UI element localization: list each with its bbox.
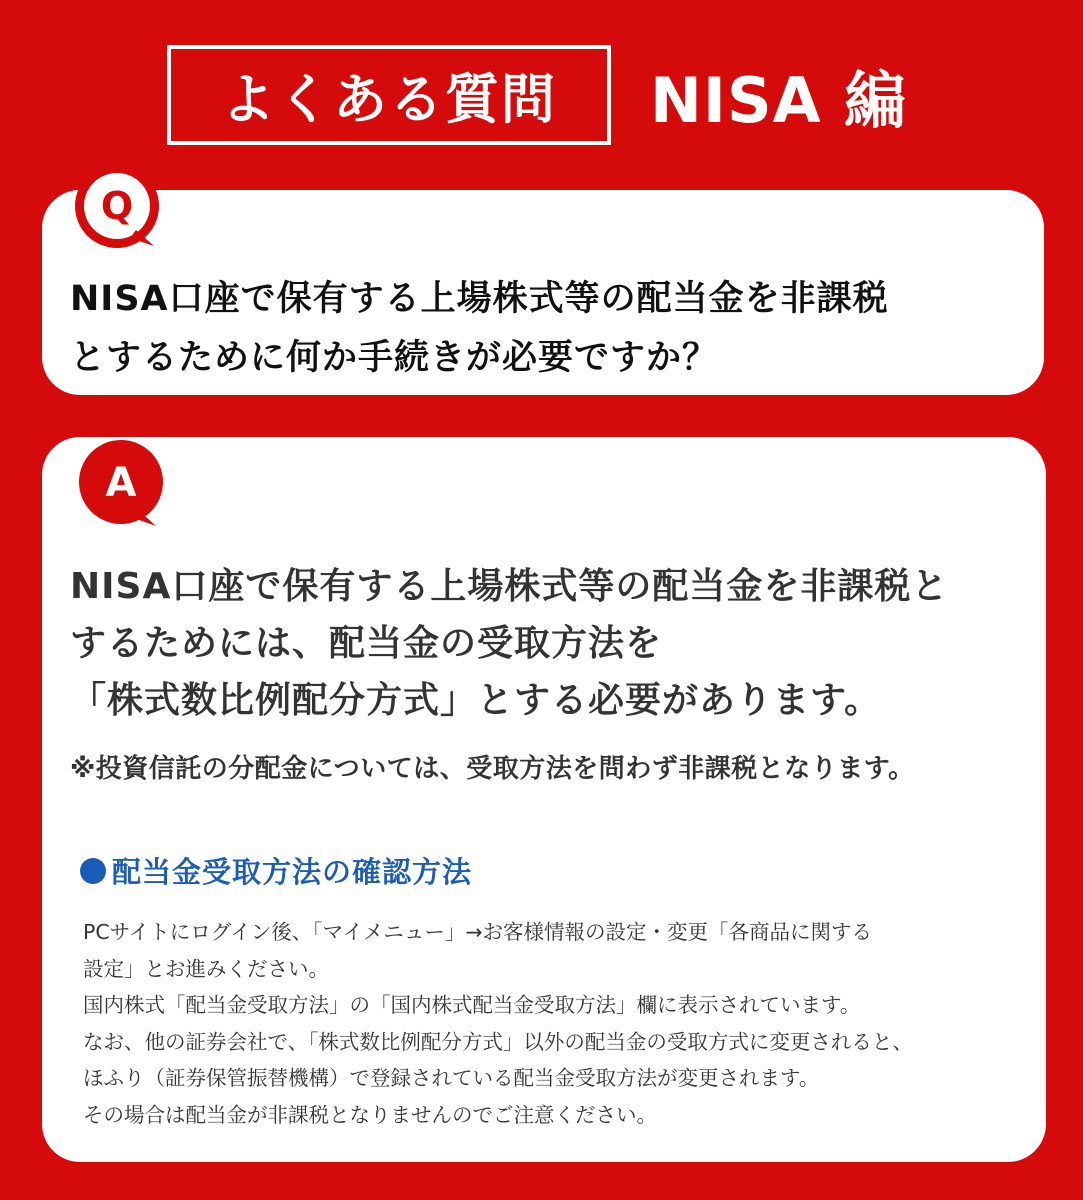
answer-note: ※投資信託の分配金については、受取方法を問わず非課税となります。 bbox=[70, 754, 915, 784]
method-line: ほふり（証券保管振替機構）で登録されている配当金受取方法が変更されます。 bbox=[83, 1066, 820, 1090]
question-badge-letter: Q bbox=[100, 184, 134, 228]
header-suffix: NISA 編 bbox=[650, 63, 908, 137]
answer-text bbox=[70, 558, 1030, 729]
question-badge-icon bbox=[70, 162, 164, 256]
header-title-box bbox=[167, 45, 611, 145]
question-line: NISA口座で保有する上場株式等の配当金を非課税 bbox=[70, 279, 889, 319]
method-line: その場合は配当金が非課税となりませんのでご注意ください。 bbox=[83, 1102, 657, 1127]
method-description bbox=[83, 914, 1023, 1133]
method-line: 国内株式「配当金受取方法」の「国内株式配当金受取方法」欄に表示されています。 bbox=[83, 993, 861, 1017]
answer-line: するためには、配当金の受取方法を bbox=[70, 623, 663, 664]
header-title: よくある質問 bbox=[221, 67, 557, 131]
method-line: PCサイトにログイン後、「マイメニュー」→お客様情報の設定・変更「各商品に関する bbox=[83, 920, 873, 944]
answer-line: 「株式数比例配分方式」とする必要があります。 bbox=[70, 680, 882, 721]
answer-badge-letter: A bbox=[105, 460, 137, 506]
method-title-text: 配当金受取方法の確認方法 bbox=[112, 855, 473, 889]
method-line: なお、他の証券会社で、「株式数比例配分方式」以外の配当金の受取方式に変更されると、 bbox=[83, 1029, 913, 1054]
method-title bbox=[80, 850, 472, 891]
method-line: 設定」とお進みください。 bbox=[83, 956, 329, 981]
question-line: とするために何か手続きが必要ですか？ bbox=[70, 338, 719, 378]
bullet-dot-icon bbox=[80, 858, 106, 884]
answer-badge-icon bbox=[74, 438, 168, 532]
question-text bbox=[70, 270, 1030, 388]
answer-line: NISA口座で保有する上場株式等の配当金を非課税と bbox=[70, 566, 949, 607]
